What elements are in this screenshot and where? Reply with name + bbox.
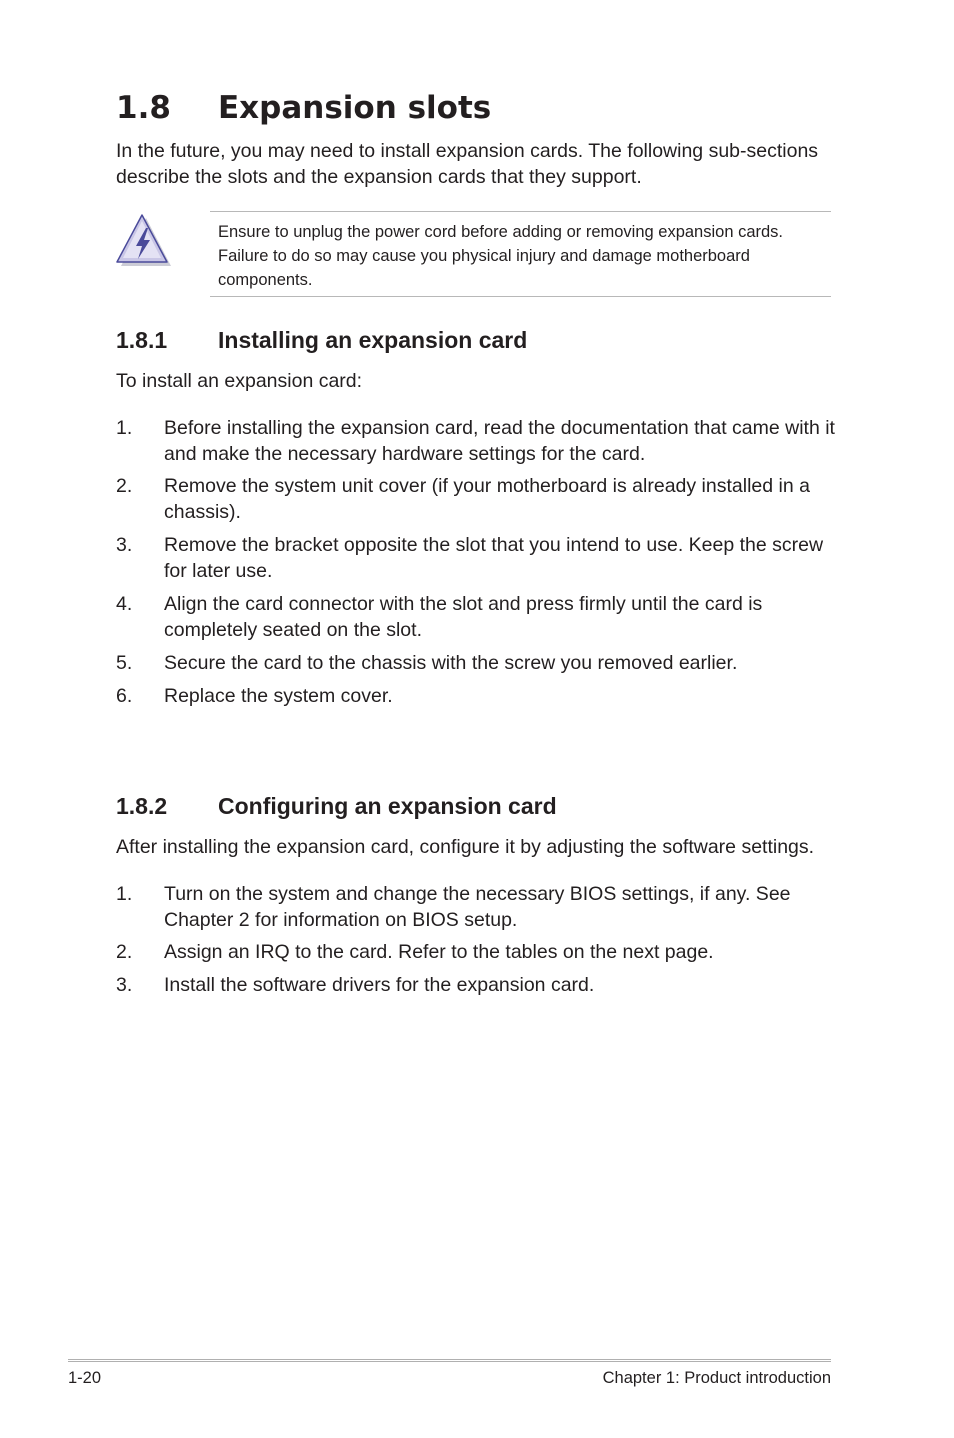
- list-item: [116, 683, 836, 709]
- step-number: 2.: [116, 475, 133, 497]
- step-number: 6.: [116, 685, 133, 707]
- step-number: 1.: [116, 883, 133, 905]
- step-text: Remove the system unit cover (if your motherboard is already installed in a chassis).: [164, 475, 810, 523]
- install-lead: To install an expansion card:: [116, 370, 363, 392]
- section-number: 1.8: [116, 90, 171, 126]
- step-text: Before installing the expansion card, read the documentation that came with it and make the necessary hardware settings for the card.: [164, 417, 835, 465]
- footer-divider: [68, 1359, 831, 1362]
- step-number: 1.: [116, 417, 133, 439]
- subsection-number: 1.8.1: [116, 327, 168, 353]
- step-text: Align the card connector with the slot and press firmly until the card is completely seated on the slot.: [164, 593, 763, 641]
- list-item: [116, 473, 836, 525]
- configure-lead: After installing the expansion card, configure it by adjusting the software settings.: [116, 836, 815, 858]
- subsection-heading-configure: [116, 791, 557, 821]
- step-number: 4.: [116, 593, 133, 615]
- step-text: Assign an IRQ to the card. Refer to the tables on the next page.: [164, 941, 714, 963]
- list-item: [116, 972, 836, 998]
- list-item: [116, 532, 836, 584]
- section-heading: [116, 86, 491, 130]
- step-text: Install the software drivers for the expansion card.: [164, 974, 595, 996]
- step-number: 3.: [116, 974, 133, 996]
- step-number: 2.: [116, 941, 133, 963]
- step-number: 5.: [116, 652, 133, 674]
- subsection-title: Configuring an expansion card: [218, 793, 557, 819]
- chapter-title: Chapter 1: Product introduction: [602, 1369, 831, 1387]
- subsection-title: Installing an expansion card: [218, 327, 528, 353]
- subsection-number: 1.8.2: [116, 793, 168, 819]
- step-text: Remove the bracket opposite the slot that you intend to use. Keep the screw for later use.: [164, 534, 824, 582]
- subsection-heading-install: [116, 325, 527, 355]
- list-item: [116, 591, 836, 643]
- step-text: Replace the system cover.: [164, 685, 393, 707]
- warning-lightning-icon: [113, 212, 173, 268]
- list-item: [116, 939, 836, 965]
- step-number: 3.: [116, 534, 133, 556]
- step-text: Turn on the system and change the necessary BIOS settings, if any. See Chapter 2 for information on BIOS setup.: [164, 883, 791, 931]
- list-item: [116, 650, 836, 676]
- page-number: 1-20: [68, 1369, 102, 1387]
- list-item: [116, 415, 836, 467]
- section-title: Expansion slots: [218, 90, 492, 126]
- section-intro: In the future, you may need to install expansion cards. The following sub-sections describe the slots and the expansion cards that they support.: [116, 140, 819, 188]
- step-text: Secure the card to the chassis with the screw you removed earlier.: [164, 652, 738, 674]
- warning-note: [210, 211, 831, 297]
- list-item: [116, 881, 836, 933]
- warning-text: Ensure to unplug the power cord before adding or removing expansion cards. Failure to do so may cause you physical injury and damage motherboard components.: [218, 223, 784, 289]
